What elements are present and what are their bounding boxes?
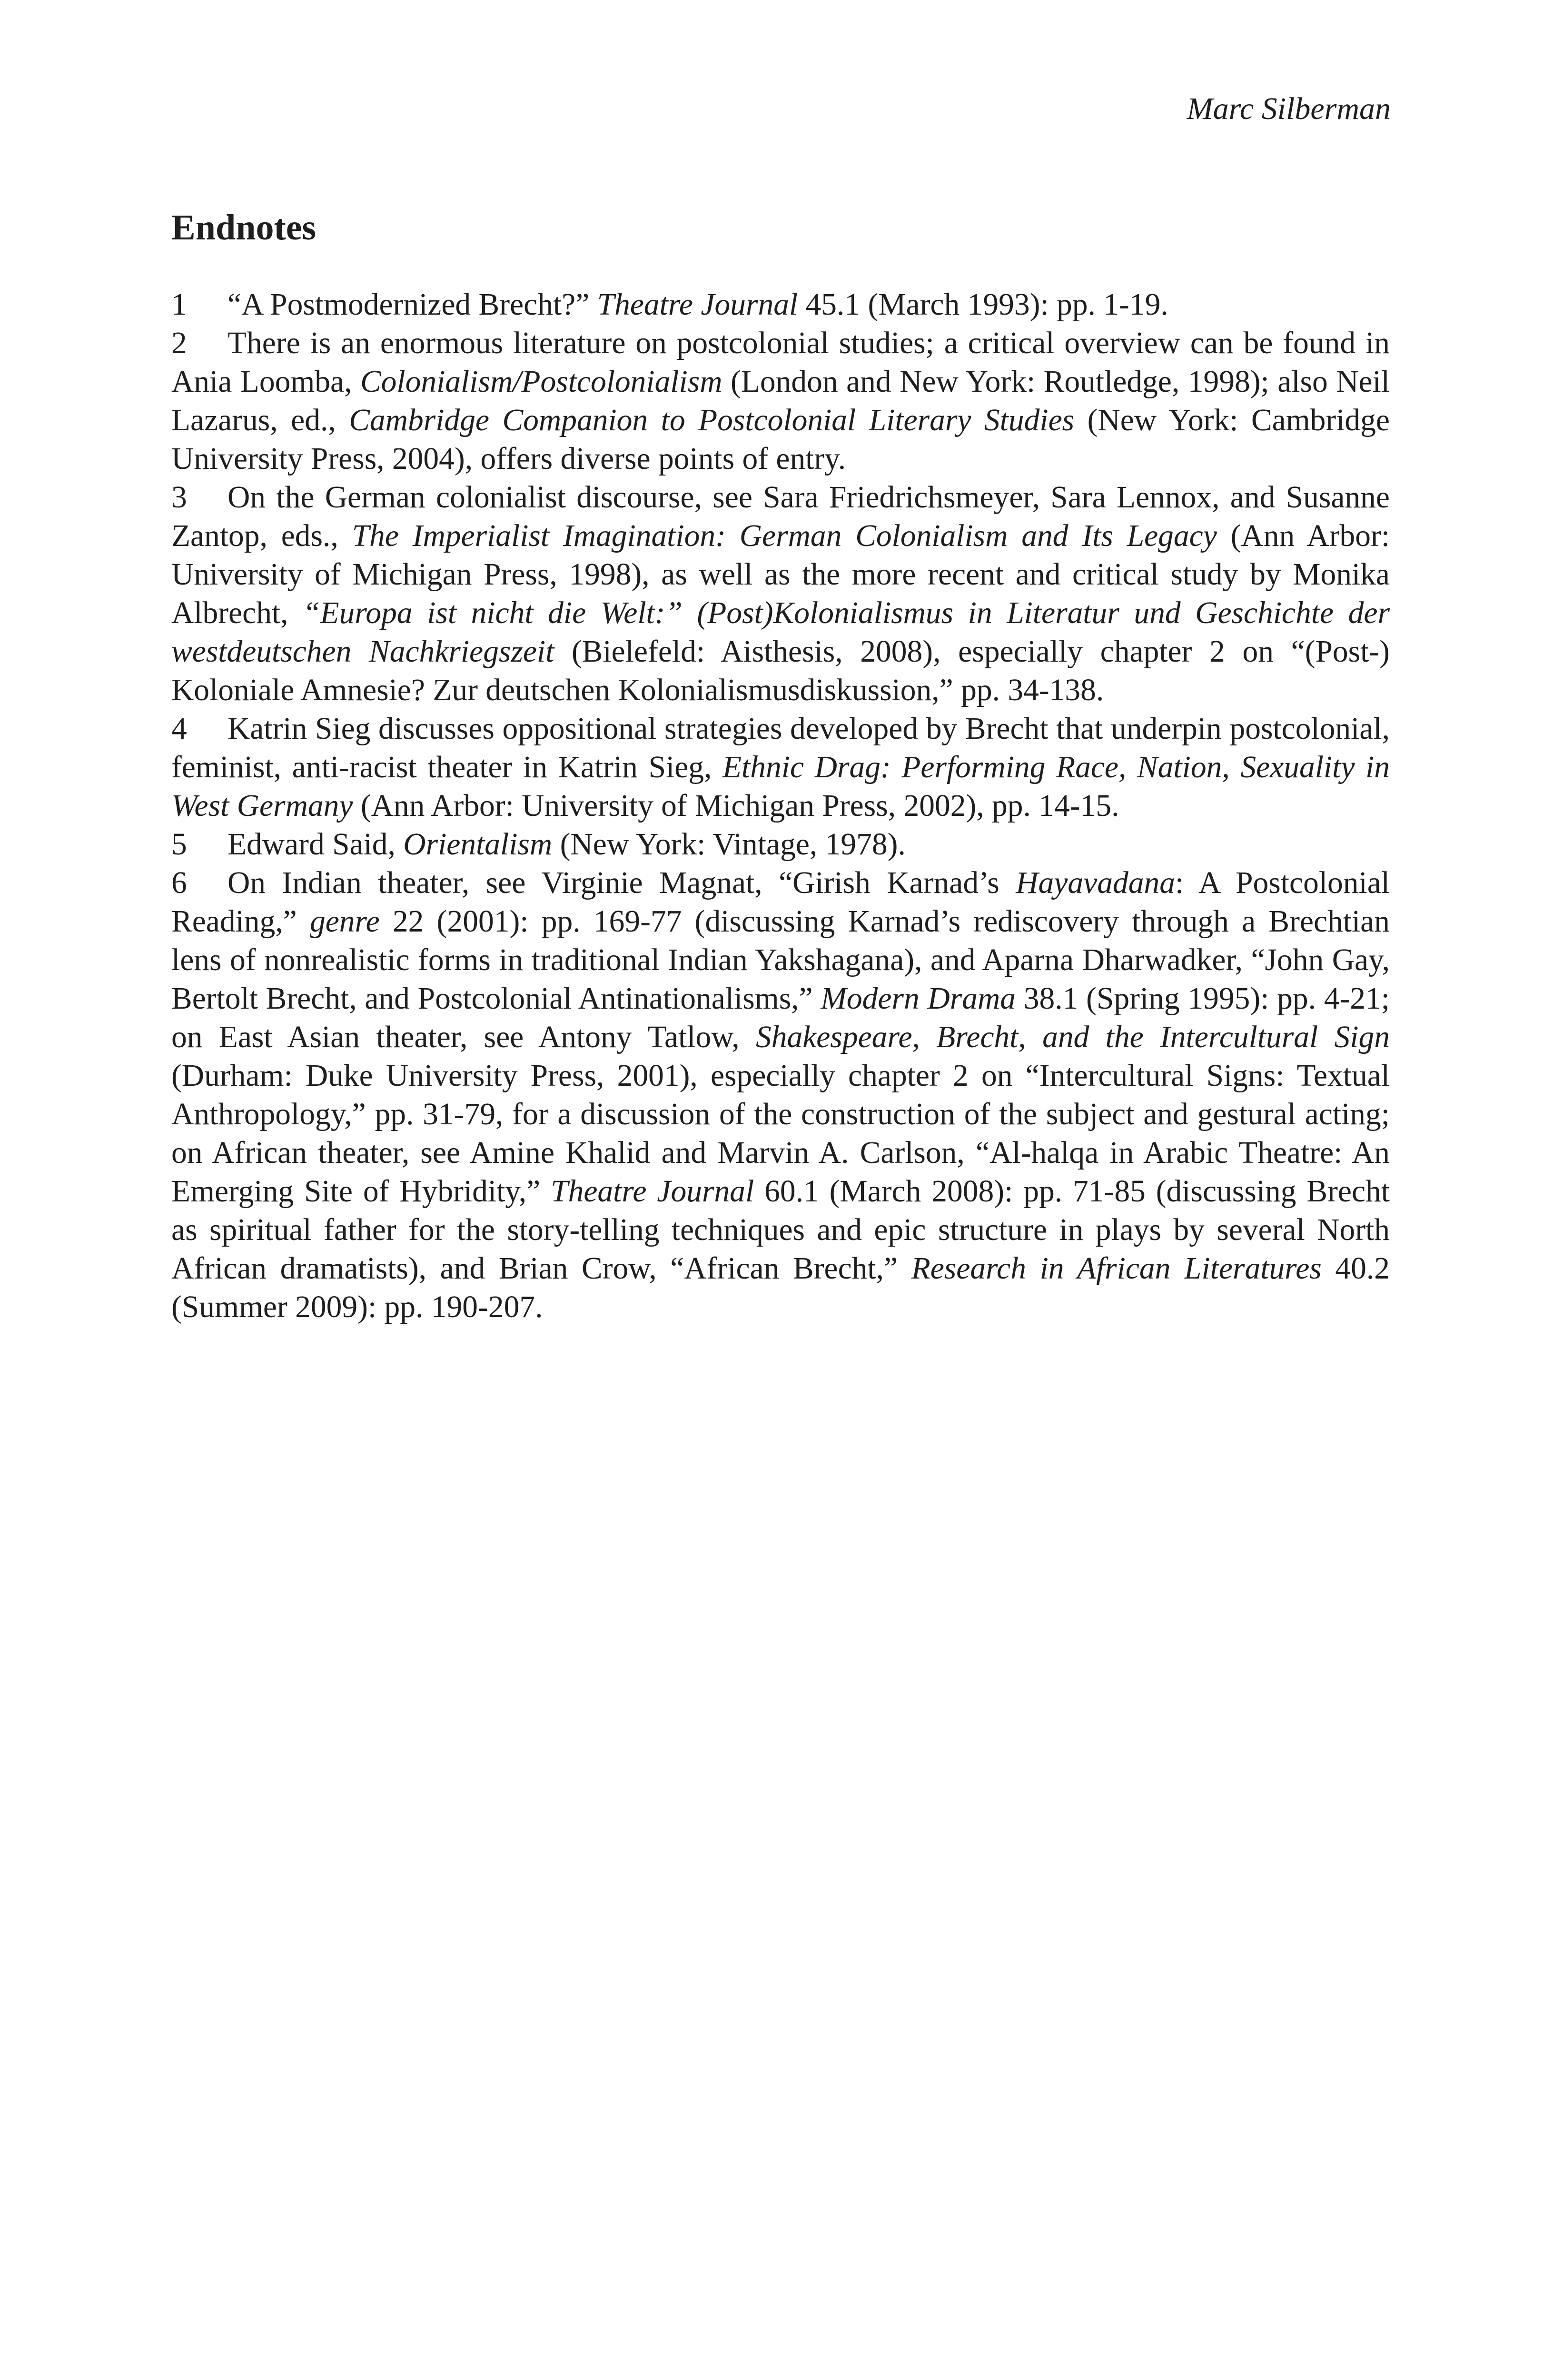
- endnote-1: [171, 286, 1390, 324]
- endnote-text: On the German colonialist discourse, see Sara Friedrichsmeyer, Sara Lennox, and Susanne Zantop, eds.,: [171, 480, 1390, 553]
- endnote-text: (Bielefeld: Aisthesis, 2008), especially chapter 2 on “(Post-) Koloniale Amnesie? Zur deutschen Kolonialismusdiskussion,” pp. 34-138.: [171, 635, 1390, 707]
- book-title: Orientalism: [403, 827, 553, 862]
- endnote-text: “A Postmodernized Brecht?”: [228, 288, 597, 322]
- journal-title: Research in African Literatures: [911, 1251, 1322, 1286]
- section-title: Endnotes: [171, 208, 317, 248]
- running-head: Marc Silberman: [1187, 91, 1391, 126]
- endnote-text: On Indian theater, see Virginie Magnat, “Girish Karnad’s: [228, 866, 1016, 900]
- endnote-number: 6: [171, 866, 187, 900]
- endnote-text: Edward Said,: [228, 827, 404, 862]
- endnote-text: 22 (2001): pp. 169-77 (discussing Karnad’s rediscovery through a Brechtian lens of nonrealistic forms in traditional Indian Yakshagana), and Aparna Dharwadker, “John Gay, Bertolt Brecht, and Postcolonial Antinationalisms,”: [171, 904, 1390, 1016]
- endnote-text: 40.2 (Summer 2009): pp. 190-207.: [171, 1251, 1390, 1324]
- endnote-text: 45.1 (March 1993): pp. 1-19.: [798, 288, 1168, 322]
- endnote-text: There is an enormous literature on postcolonial studies; a critical overview can be found in Ania Loomba,: [171, 326, 1390, 399]
- endnote-number: 2: [171, 326, 187, 360]
- endnote-text: (London and New York: Routledge, 1998); also Neil Lazarus, ed.,: [171, 365, 1390, 437]
- endnote-text: (Ann Arbor: University of Michigan Press, 1998), as well as the more recent and critical study by Monika Albrecht,: [171, 519, 1390, 630]
- endnote-text: Katrin Sieg discusses oppositional strategies developed by Brecht that underpin postcolonial, feminist, anti-racist theater in Katrin Sieg,: [171, 712, 1390, 784]
- endnote-text: 60.1 (March 2008): pp. 71-85 (discussing Brecht as spiritual father for the story-telling techniques and epic structure in plays by several North African dramatists), and Brian Crow, “African Brecht,”: [171, 1174, 1390, 1286]
- endnote-text: (New York: Cambridge University Press, 2004), offers diverse points of entry.: [171, 403, 1390, 476]
- endnote-6: [171, 864, 1390, 1327]
- endnote-3: [171, 478, 1390, 710]
- book-title: Shakespeare, Brecht, and the Intercultural Sign: [755, 1020, 1390, 1054]
- endnote-number: 3: [171, 480, 187, 515]
- endnote-text: (Ann Arbor: University of Michigan Press, 2002), pp. 14-15.: [353, 789, 1119, 823]
- book-title: Ethnic Drag: Performing Race, Nation, Sexuality in West Germany: [171, 750, 1390, 823]
- endnote-text: (Durham: Duke University Press, 2001), especially chapter 2 on “Intercultural Signs: Textual Anthropology,” pp. 31-79, for a discussion of the construction of the subject and gestural acting; on African theater, see Amine Khalid and Marvin A. Carlson, “Al-halqa in Arabic Theatre: An Emerging Site of Hybridity,”: [171, 1059, 1390, 1209]
- endnote-2: [171, 324, 1390, 478]
- endnote-number: 5: [171, 827, 187, 862]
- book-title: Colonialism/Postcolonialism: [360, 365, 722, 399]
- endnotes-list: [171, 286, 1390, 1327]
- book-title: Cambridge Companion to Postcolonial Literary Studies: [349, 403, 1075, 437]
- journal-title: genre: [309, 904, 380, 939]
- endnote-text: 38.1 (Spring 1995): pp. 4-21; on East Asian theater, see Antony Tatlow,: [171, 982, 1390, 1054]
- endnote-text: (New York: Vintage, 1978).: [552, 827, 906, 862]
- endnote-4: [171, 710, 1390, 825]
- endnote-number: 4: [171, 712, 187, 746]
- endnote-5: [171, 825, 1390, 864]
- journal-title: Theatre Journal: [551, 1174, 754, 1209]
- endnote-text: : A Postcolonial Reading,”: [171, 866, 1390, 939]
- endnote-number: 1: [171, 288, 187, 322]
- journal-title: Theatre Journal: [597, 288, 798, 322]
- book-title: “Europa ist nicht die Welt:” (Post)Kolonialismus in Literatur und Geschichte der westdeutschen Nachkriegszeit: [171, 596, 1390, 669]
- book-title: The Imperialist Imagination: German Colonialism and Its Legacy: [352, 519, 1217, 553]
- journal-title: Modern Drama: [821, 982, 1016, 1016]
- play-title: Hayavadana: [1016, 866, 1175, 900]
